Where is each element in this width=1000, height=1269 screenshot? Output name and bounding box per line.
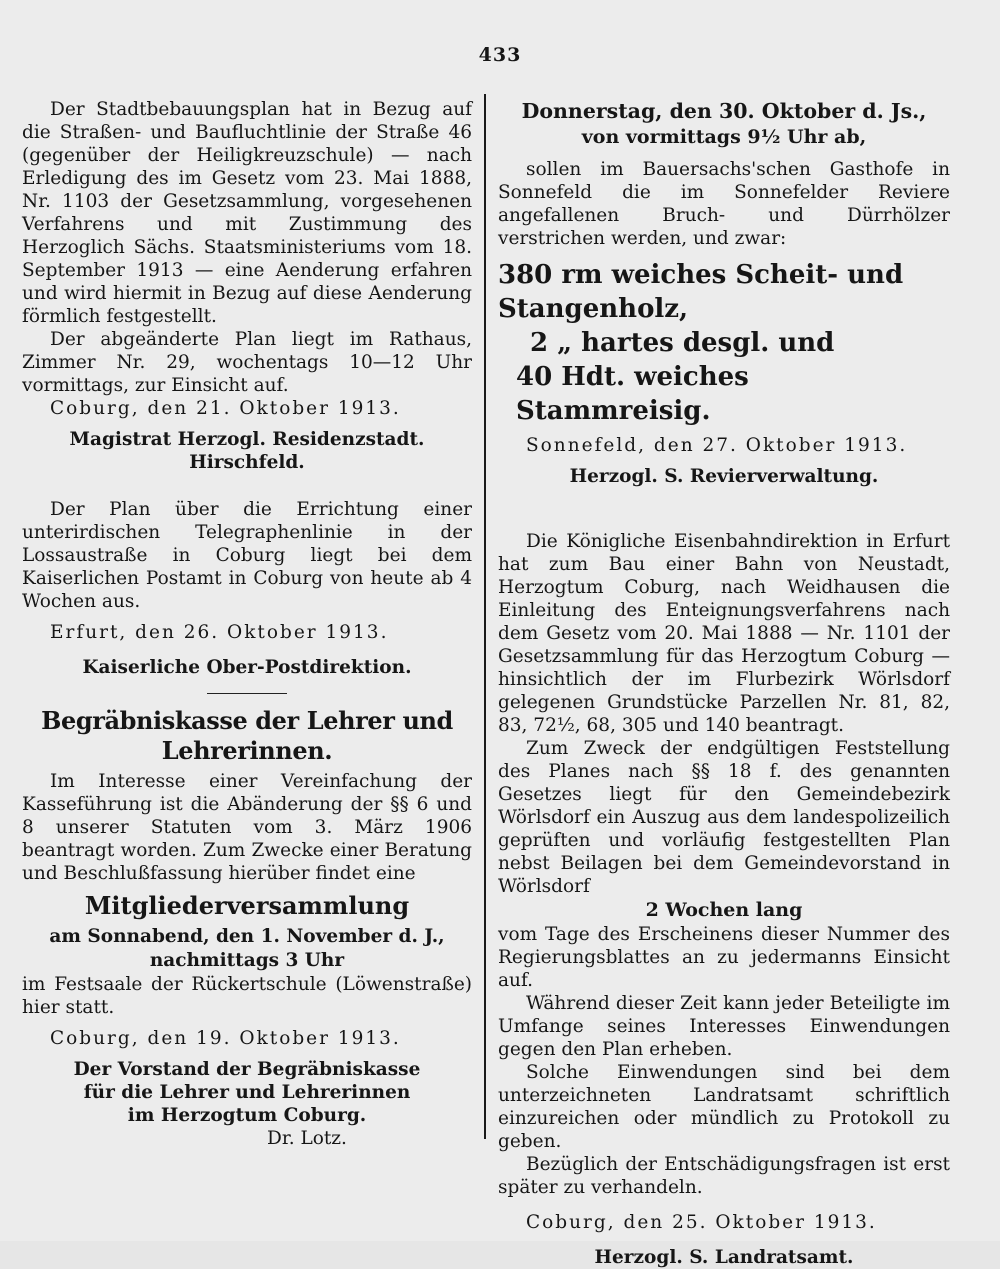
signature-line: im Herzogtum Coburg. <box>127 1105 367 1126</box>
signature-name: Dr. Lotz. <box>267 1128 347 1149</box>
left-column <box>22 98 472 1150</box>
dateline: Erfurt, den 26. Oktober 1913. <box>50 622 389 643</box>
notice-telegraphenlinie <box>22 498 472 679</box>
notice-paragraph: Der Plan über die Errichtung einer unterirdischen Telegraphenlinie in der Lossaustraße in Coburg liegt bei dem Kaiserlichen Postamt in Coburg von heute ab 4 Wochen aus. <box>22 499 472 612</box>
column-divider <box>484 94 486 1139</box>
notice-begraebniskasse <box>22 706 472 1150</box>
signature-authority: Magistrat Herzogl. Residenzstadt. <box>69 429 425 450</box>
notice-heading: Begräbniskasse der Lehrer und Lehrerinnen. <box>41 706 453 765</box>
signature-authority: Kaiserliche Ober-Postdirektion. <box>82 657 412 678</box>
duration-heading: 2 Wochen lang <box>645 899 803 921</box>
wood-item: 380 rm weiches Scheit- und Stangenholz, <box>498 260 904 324</box>
signature-authority: Herzogl. S. Revierverwaltung. <box>569 466 879 487</box>
section-separator <box>207 693 287 694</box>
right-column <box>498 98 950 1269</box>
dateline: Sonnefeld, den 27. Oktober 1913. <box>526 435 908 456</box>
event-date: Donnerstag, den 30. Oktober d. Js., <box>521 99 927 123</box>
wood-item: 40 Hdt. weiches Stammreisig. <box>516 362 749 426</box>
notice-paragraph: Bezüglich der Entschädigungsfragen ist erst später zu verhandeln. <box>498 1154 950 1198</box>
event-time: von vormittags 9½ Uhr ab, <box>581 126 867 148</box>
wood-item: 2 „ hartes desgl. und <box>530 328 835 358</box>
notice-paragraph: Während dieser Zeit kann jeder Beteiligte im Umfange seines Interesses Einwendungen gegen den Plan erheben. <box>498 993 950 1060</box>
signature-name: Hirschfeld. <box>189 452 305 473</box>
notice-paragraph: im Festsaale der Rückertschule (Löwenstraße) hier statt. <box>22 974 472 1018</box>
dateline: Coburg, den 25. Oktober 1913. <box>526 1212 877 1233</box>
event-date: am Sonnabend, den 1. November d. J., <box>49 926 445 947</box>
notice-paragraph: Solche Einwendungen sind bei dem unterzeichneten Landratsamt schriftlich einzureichen oder mündlich zu Protokoll zu geben. <box>498 1062 950 1152</box>
notice-paragraph: Der abgeänderte Plan liegt im Rathaus, Zimmer Nr. 29, wochentags 10—12 Uhr vormittags, zur Einsicht auf. <box>22 329 472 396</box>
notice-enteignung <box>498 530 950 1269</box>
dateline: Coburg, den 19. Oktober 1913. <box>50 1028 401 1049</box>
signature-line: Der Vorstand der Begräbniskasse <box>73 1059 421 1080</box>
notice-paragraph: Der Stadtbebauungsplan hat in Bezug auf die Straßen- und Baufluchtlinie der Straße 46 (gegenüber der Heiligkreuzschule) — nach Erledigung des im Gesetz vom 23. Mai 1888, Nr. 1103 der Gesetzsammlung, vorgesehenen Verfahrens und mit Zustimmung des Herzoglich Sächs. Staatsministeriums vom 18. September 1913 — eine Aenderung erfahren und wird hiermit in Bezug auf diese Aenderung förmlich festgestellt. <box>22 99 472 327</box>
wood-list <box>498 258 950 428</box>
page-number: 433 <box>478 44 522 66</box>
notice-holzverkauf <box>498 98 950 488</box>
signature-authority: Herzogl. S. Landratsamt. <box>594 1247 854 1268</box>
notice-paragraph: vom Tage des Erscheinens dieser Nummer des Regierungsblattes an zu jedermanns Einsicht auf. <box>498 924 950 991</box>
notice-paragraph: Die Königliche Eisenbahndirektion in Erfurt hat zum Bau einer Bahn von Neustadt, Herzogtum Coburg, nach Weidhausen die Einleitung des Enteignungsverfahrens nach dem Gesetz vom 20. Mai 1888 — Nr. 1101 der Gesetzsammlung für das Herzogtum Coburg — hinsichtlich der im Flurbezirk Wörlsdorf gelegenen Grundstücke Parzellen Nr. 81, 82, 83, 72½, 68, 305 und 140 beantragt. <box>498 531 950 736</box>
notice-paragraph: Im Interesse einer Vereinfachung der Kasseführung ist die Abänderung der §§ 6 und 8 unserer Statuten vom 3. März 1906 beantragt worden. Zum Zwecke einer Beratung und Beschlußfassung hierüber findet eine <box>22 771 472 884</box>
notice-paragraph: sollen im Bauersachs'schen Gasthofe in Sonnefeld die im Sonnefelder Reviere angefallenen Bruch- und Dürrhölzer verstrichen werden, und zwar: <box>498 159 950 249</box>
dateline: Coburg, den 21. Oktober 1913. <box>50 398 401 419</box>
notice-stadtbebauungsplan <box>22 98 472 474</box>
event-title: Mitgliederversammlung <box>84 891 410 920</box>
event-time: nachmittags 3 Uhr <box>149 950 345 971</box>
notice-paragraph: Zum Zweck der endgültigen Feststellung des Planes nach §§ 18 f. des genannten Gesetzes liegt für den Gemeindebezirk Wörlsdorf ein Auszug aus dem landespolizeilich geprüften und vorläufig festgestellten Plan nebst Beilagen bei dem Gemeindevorstand in Wörlsdorf <box>498 738 950 897</box>
signature-line: für die Lehrer und Lehrerinnen <box>83 1082 411 1103</box>
